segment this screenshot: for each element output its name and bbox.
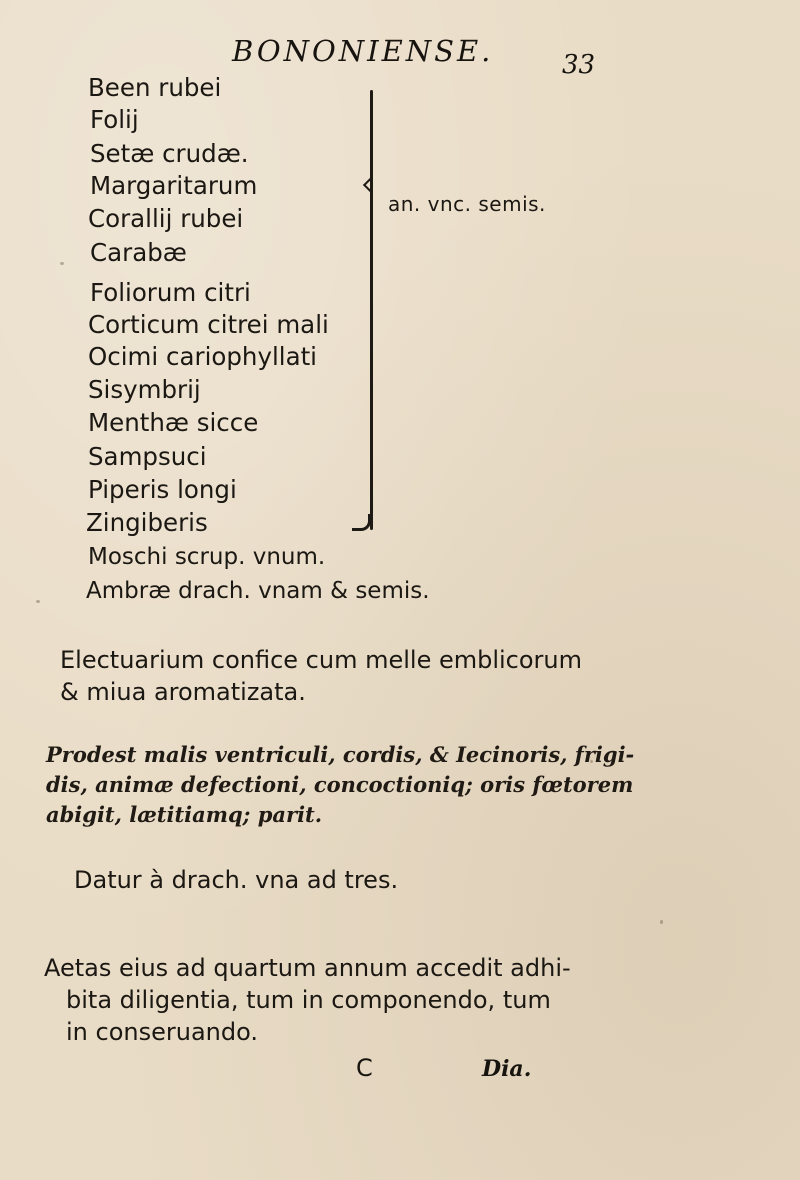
extra-ingredient: Ambræ drach. vnam & semis. [86,578,430,604]
prodest-line: Prodest malis ventriculi, cordis, & Iecinoris, frigi- [46,742,635,767]
extra-ingredient: Moschi scrup. vnum. [88,544,326,570]
ingredient-item: Corticum citrei mali [88,310,329,339]
ingredient-item: Margaritarum [90,171,258,200]
paper-speck [660,920,663,924]
ingredient-item: Folij [90,105,139,134]
ingredient-item: Foliorum citri [90,278,251,307]
datur-line: Datur à drach. vna ad tres. [74,866,399,894]
electuarium-line: & miua aromatizata. [60,678,306,706]
prodest-line: abigit, lætitiamq; parit. [46,802,323,827]
prodest-line: dis, animæ defectioni, concoctioniq; oris fœtorem [46,772,634,797]
aetas-line: Aetas eius ad quartum annum accedit adhi- [44,954,571,982]
grouping-brace [370,90,373,530]
page-number: 33 [562,50,596,80]
ingredient-item: Sampsuci [88,442,207,471]
aetas-line: in conseruando. [66,1018,258,1046]
electuarium-line: Electuarium confice cum melle emblicorum [60,646,583,674]
ingredient-item: Corallij rubei [88,204,244,233]
brace-tip [363,178,377,192]
running-head: BONONIENSE. [232,34,494,68]
brace-end [352,514,371,531]
ingredient-item: Menthæ sicce [88,408,259,437]
paper-speck [60,262,64,265]
catchword: Dia. [482,1056,532,1082]
aetas-line: bita diligentia, tum in componendo, tum [66,986,551,1014]
dose-note: an. vnc. semis. [388,192,546,216]
ingredient-item: Zingiberis [86,508,208,537]
ingredient-item: Piperis longi [88,475,237,504]
paper-speck [36,600,40,603]
ingredient-item: Carabæ [90,238,187,267]
ingredient-item: Setæ crudæ. [90,139,249,168]
paper-speck [590,760,593,763]
ingredient-item: Been rubei [88,73,222,102]
signature-mark: C [356,1054,373,1082]
ingredient-item: Ocimi cariophyllati [88,342,317,371]
ingredient-item: Sisymbrij [88,375,201,404]
